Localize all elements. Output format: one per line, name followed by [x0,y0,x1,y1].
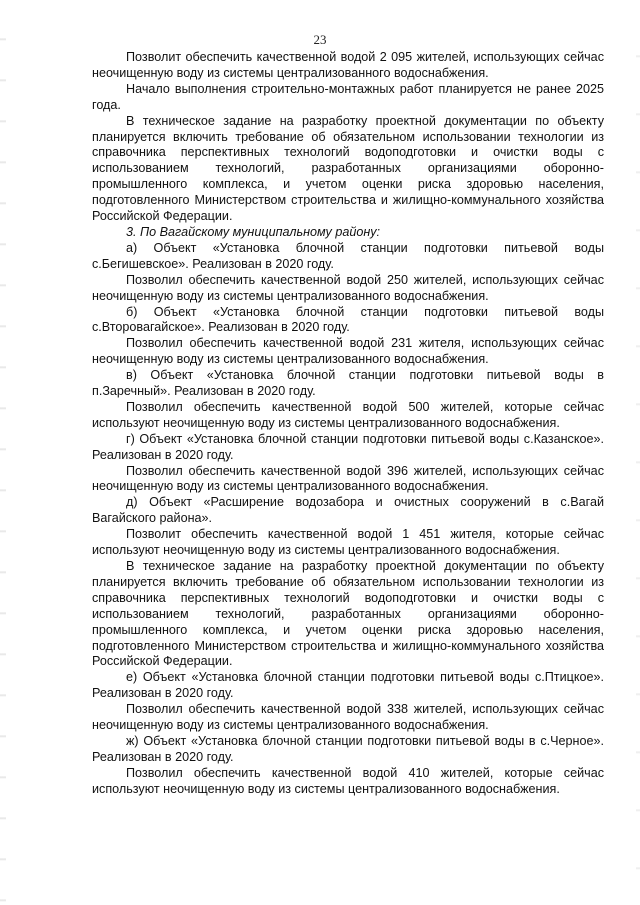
paragraph: В техническое задание на разработку проектной документации по объекту планируется включить требование об обязательном использовании технологии из справочника перспективных технологий водоподготовки и очистки воды с использованием технологий, разработанных организациями оборонно-промышленного комплекса, и учетом оценки риска здоровью населения, подготовленного Министерством строительства и жилищно-коммунального хозяйства Российской Федерации. [92,559,604,669]
document-body [92,50,604,798]
paragraph: Позволит обеспечить качественной водой 1 451 жителя, которые сейчас используют неочищенную воду из системы централизованного водоснабжения. [92,527,604,558]
paragraph: Позволил обеспечить качественной водой 500 жителей, которые сейчас используют неочищенную воду из системы централизованного водоснабжения. [92,399,604,430]
scan-edge-right [636,0,640,905]
paragraph: Позволит обеспечить качественной водой 2 095 жителей, использующих сейчас неочищенную воду из системы централизованного водоснабжения. [92,50,604,80]
paragraph: Позволил обеспечить качественной водой 338 жителей, использующих сейчас неочищенную воду из системы централизованного водоснабжения. [92,702,604,733]
paragraph: е) Объект «Установка блочной станции подготовки питьевой воды с.Птицкое». Реализован в 2020 году. [92,670,604,701]
paragraph: Позволил обеспечить качественной водой 250 жителей, использующих сейчас неочищенную воду из системы централизованного водоснабжения. [92,272,604,303]
paragraph: б) Объект «Установка блочной станции подготовки питьевой воды с.Второвагайское». Реализован в 2020 году. [92,304,604,335]
paragraph: в) Объект «Установка блочной станции подготовки питьевой воды в п.Заречный». Реализован в 2020 году. [92,368,604,399]
paragraph: а) Объект «Установка блочной станции подготовки питьевой воды с.Бегишевское». Реализован в 2020 году. [92,240,604,271]
paragraph: г) Объект «Установка блочной станции подготовки питьевой воды с.Казанское». Реализован в 2020 году. [92,431,604,462]
scan-edge-left [0,0,6,905]
paragraph: Позволил обеспечить качественной водой 231 жителя, использующих сейчас неочищенную воду из системы централизованного водоснабжения. [92,336,604,367]
paragraph: Начало выполнения строительно-монтажных работ планируется не ранее 2025 года. [92,81,604,112]
paragraph: В техническое задание на разработку проектной документации по объекту планируется включить требование об обязательном использовании технологии из справочника перспективных технологий водоподготовки и очистки воды с использованием технологий, разработанных организациями оборонно-промышленного комплекса, и учетом оценки риска здоровью населения, подготовленного Министерством строительства и жилищно-коммунального хозяйства Российской Федерации. [92,113,604,224]
paragraph: Позволил обеспечить качественной водой 410 жителей, которые сейчас используют неочищенную воду из системы централизованного водоснабжения. [92,765,604,796]
section-heading: 3. По Вагайскому муниципальному району: [126,224,381,239]
paragraph: д) Объект «Расширение водозабора и очистных сооружений в с.Вагай Вагайского района». [92,495,604,526]
paragraph: Позволил обеспечить качественной водой 396 жителей, использующих сейчас неочищенную воду из системы централизованного водоснабжения. [92,463,604,494]
page-number: 23 [313,32,327,47]
paragraph: ж) Объект «Установка блочной станции подготовки питьевой воды в с.Черное». Реализован в 2020 году. [92,733,604,764]
